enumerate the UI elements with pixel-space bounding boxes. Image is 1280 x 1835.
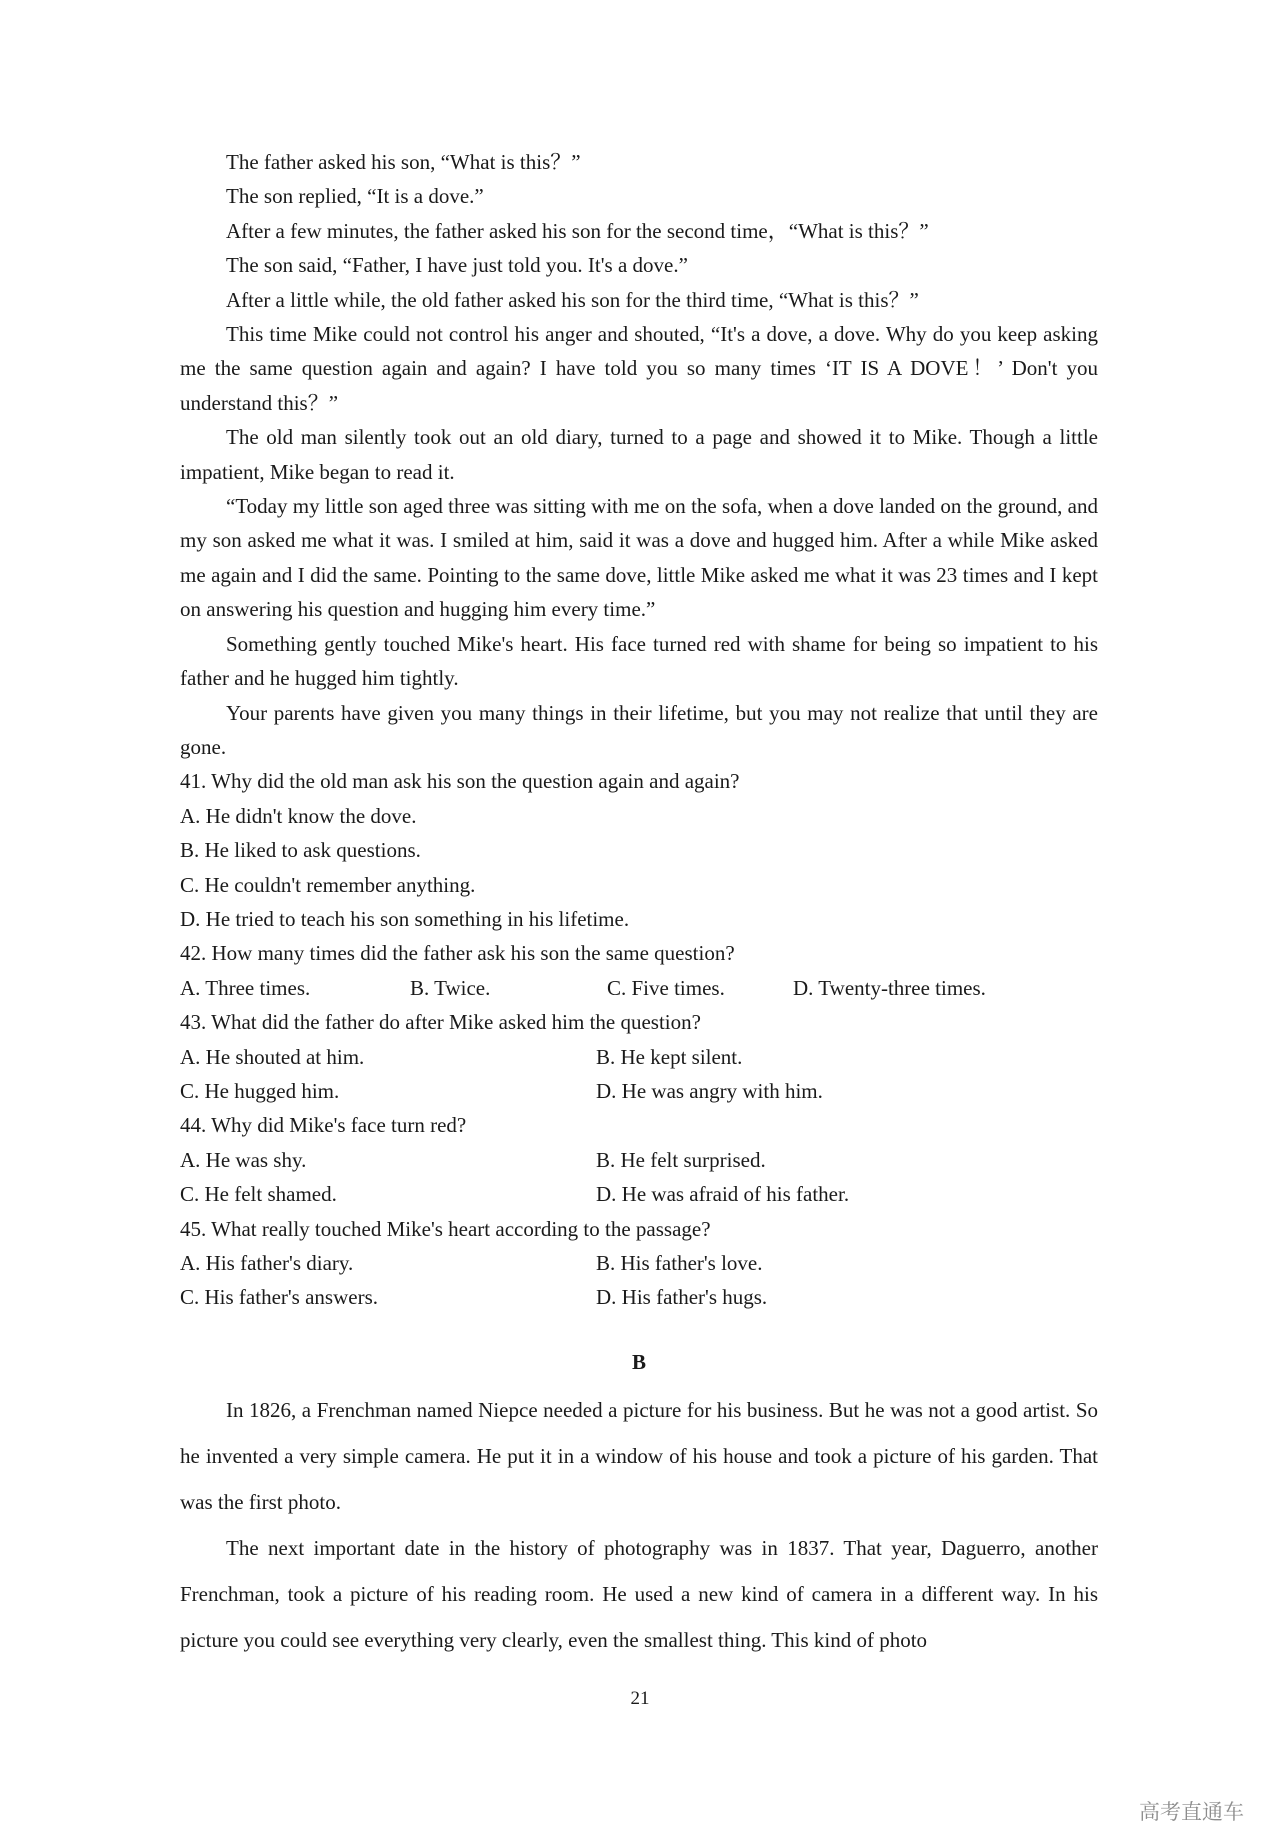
options-row <box>180 1074 1098 1108</box>
options-row <box>180 1143 1098 1177</box>
option-c: C. He couldn't remember anything. <box>180 872 476 897</box>
section-heading: B <box>631 1349 646 1374</box>
story-paragraph: The father asked his son, “What is this？” <box>226 150 581 174</box>
option-a: A. His father's diary. <box>180 1251 354 1275</box>
options-row <box>180 1040 1098 1074</box>
watermark-logo-text: 高考直通车 <box>1139 1800 1244 1824</box>
option-b: B. Twice. <box>410 975 491 1000</box>
passage-paragraph: In 1826, a Frenchman named Niepce needed a picture for his business. But he was not a good artist. So he invented a very simple camera. He put it in a window of his house and took a picture of his garden. That was the first photo. <box>180 1398 1098 1515</box>
story-paragraph: The old man silently took out an old diary, turned to a page and showed it to Mike. Though a little impatient, Mike began to read it. <box>180 425 1098 484</box>
question-stem: 41. Why did the old man ask his son the question again and again? <box>180 769 740 794</box>
passage-paragraph: The next important date in the history of photography was in 1837. That year, Daguerro, another Frenchman, took a picture of his reading room. He used a new kind of camera in a different way. In his picture you could see everything very clearly, even the smallest thing. This kind of photo <box>180 1536 1098 1653</box>
option-a: A. Three times. <box>180 975 311 1000</box>
option-b: B. His father's love. <box>596 1251 763 1275</box>
page-number: 21 <box>630 1688 650 1709</box>
option-d: D. He was angry with him. <box>596 1078 823 1103</box>
story-paragraph: This time Mike could not control his anger and shouted, “It's a dove, a dove. Why do you keep asking me the same question again and again? I have told you so many times ‘IT IS A DOVE！’ Don't you understand this？” <box>180 322 1098 415</box>
option-d: D. His father's hugs. <box>596 1285 768 1310</box>
story-paragraph: Something gently touched Mike's heart. His face turned red with shame for being so impatient to his father and he hugged him tightly. <box>180 631 1098 691</box>
question-45 <box>180 1212 1098 1315</box>
story-paragraph: After a little while, the old father asked his son for the third time, “What is this？” <box>226 287 919 312</box>
options-row <box>180 1177 1098 1211</box>
story-paragraph: “Today my little son aged three was sitting with me on the sofa, when a dove landed on the ground, and my son asked me what it was. I smiled at him, said it was a dove and hugged him. After a while Mike asked me again and I did the same. Pointing to the same dove, little Mike asked me what it was 23 times and I kept on answering his question and hugging him every time.” <box>180 494 1098 622</box>
story-paragraph: The son said, “Father, I have just told you. It's a dove.” <box>226 253 688 278</box>
question-stem: 42. How many times did the father ask his son the same question? <box>180 941 735 966</box>
option-c: C. His father's answers. <box>180 1285 378 1310</box>
story-a <box>180 145 1098 764</box>
question-stem: 45. What really touched Mike's heart according to the passage? <box>180 1216 711 1241</box>
options-row <box>180 1280 1098 1314</box>
option-c: C. Five times. <box>607 975 725 1000</box>
question-stem: 44. Why did Mike's face turn red? <box>180 1113 467 1138</box>
question-44 <box>180 1108 1098 1211</box>
option-a: A. He didn't know the dove. <box>180 803 417 828</box>
story-paragraph: After a few minutes, the father asked his son for the second time，“What is this？” <box>226 218 929 243</box>
question-43 <box>180 1005 1098 1108</box>
option-b: B. He felt surprised. <box>596 1147 766 1172</box>
question-42 <box>180 936 1098 1005</box>
options-row <box>180 1246 1098 1280</box>
story-paragraph: The son replied, “It is a dove.” <box>226 184 484 209</box>
story-paragraph: Your parents have given you many things in their lifetime, but you may not realize that until they are gone. <box>180 700 1098 759</box>
option-b: B. He liked to ask questions. <box>180 838 421 863</box>
document-page <box>180 145 1098 1663</box>
question-stem: 43. What did the father do after Mike asked him the question? <box>180 1010 701 1035</box>
question-41 <box>180 764 1098 936</box>
options-row <box>180 971 1098 1005</box>
option-c: C. He felt shamed. <box>180 1182 337 1207</box>
option-d: D. He was afraid of his father. <box>596 1182 850 1207</box>
option-b: B. He kept silent. <box>596 1044 743 1069</box>
option-c: C. He hugged him. <box>180 1078 340 1103</box>
option-d: D. Twenty-three times. <box>793 975 986 1000</box>
option-d: D. He tried to teach his son something in his lifetime. <box>180 906 630 931</box>
section-b-passage <box>180 1387 1098 1663</box>
option-a: A. He shouted at him. <box>180 1044 365 1069</box>
option-a: A. He was shy. <box>180 1147 307 1172</box>
